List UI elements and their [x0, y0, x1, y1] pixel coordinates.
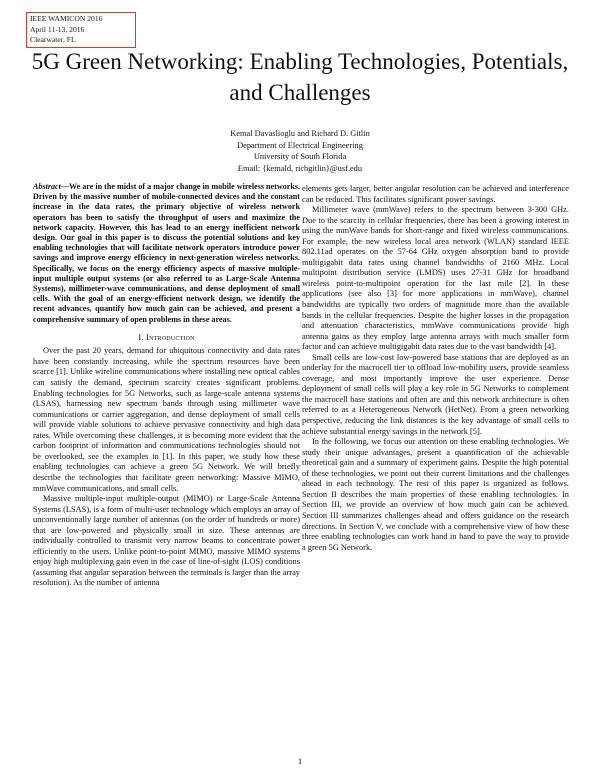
abstract — [33, 182, 300, 325]
page-number: 1 — [297, 756, 303, 766]
outline-paragraph: In the following, we focus our attention on these enabling technologies. We study their unique advantages, present a quantification of the achievable theoretical gain and a summary of experiment gains. Despite the high potential of these technologies, we point out their current limitations and the challenges ahead in each technology. The rest of this paper is organized as follows. Section II describes the main properties of these enabling technologies. In Section III, we provide an overview of how much gain can be achieved. Section III summarizes challenges ahead and offers guidance on the research directions. In Section V, we conclude with a comprehensive view of how these three enabling technologies can work hand in hand to pave the way to provide a green 5G Network. — [302, 437, 569, 552]
section-heading-introduction — [33, 332, 300, 343]
email: Email: {kemald, richgitlin}@usf.edu — [237, 163, 363, 173]
abstract-text: —We are in the midst of a major change in mobile wireless networks. Driven by the massive number of mobile-connected devices and the constant increase in the data rates, the primary objective of wireless network operators has been to satisfy the throughput of users and maximize the network capacity. However, this has lead to an energy inefficient network design. Our goal in this paper is to discuss the potential solutions and key enabling technologies that will facilitate network operators introduce power savings and improve energy efficiency in next-generation wireless networks. Specifically, we focus on the energy efficiency aspects of massive multiple-input multiple output systems (or also referred to as Large-Scale Antenna Systems), millimeter-wave communications, and dense deployment of small cells. With the goal of an energy-efficient network design, we identify the recent advances, quantify how much gain can be achieved, and present a comprehensive summary of open problems in these areas. — [33, 182, 300, 324]
author-block — [0, 128, 600, 174]
left-column — [33, 182, 300, 589]
university: University of South Florida — [253, 152, 347, 162]
intro-paragraph-2-continued: elements gets larger, better angular resolution can be achieved and interference can be reduced. This facilitates significant power savings. — [302, 184, 569, 204]
intro-paragraph-1: Over the past 20 years, demand for ubiquitous connectivity and data rates have been constantly increasing, while the spectrum resources have been scarce [1]. Unlike wireline communications where installing new optical cables can satisfy the demand, spectrum scarcity creates significant problems. Enabling technologies for 5G Networks, such as large-scale antenna systems (LSAS), harnessing new spectrum bands through using millimeter wave communications or carrier aggregation, and dense deployment of small cells will provide viable solutions to achieve pervasive connectivity and high data rates. While overcoming these challenges, it is becoming more evident that the carbon footprint of information and communications technologies should not be overlooked, see the examples in [1]. In this paper, we study how these enabling technologies can achieve a green 5G Network. We will briefly describe the technologies that facilitate green networking: Massive MIMO, mmWave communications, and small cells. — [33, 346, 300, 493]
section-name: Introduction — [146, 331, 195, 342]
conference-location: Clearwater, FL — [30, 35, 76, 44]
paper-title: 5G Green Networking: Enabling Technologies, Potentials, and Challenges — [31, 49, 569, 105]
right-column — [302, 184, 569, 553]
department: Department of Electrical Engineering — [237, 140, 363, 150]
conference-stamp — [26, 12, 136, 48]
conference-dates: April 11-13, 2016 — [30, 24, 85, 34]
intro-paragraph-2: Massive multiple-input multiple-output (MIMO) or Large-Scale Antenna Systems (LSAS), is a form of multi-user technology which employs an array of unconventionally large number of antennas (on the order of hundreds or more) that are low-powered and physically small in size. These antennas are individually controlled to transmit very narrow beams to concentrate power efficiently to the users. Unlike point-to-point MIMO, massive MIMO systems enjoy high multiplexing gain even in the case of line-of-sight (LOS) conditions (assuming that angular separation between the terminals is larger than the array resolution). As the number of antenna — [33, 494, 300, 588]
section-numeral: I. — [138, 331, 144, 342]
mmwave-paragraph: Millimeter wave (mmWave) refers to the spectrum between 3-300 GHz. Due to the scarcity in cellular frequencies, there has been a growing interest in using the mmWave bands for short-range and fixed wireless communications. For example, the new wireless local area network (WLAN) standard IEEE 802.11ad operates on the 57-64 GHz oxygen absorption band to provide multigigabit data rates using channel bandwidths of 2160 MHz. Local multipoint distribution service (LMDS) uses 27-31 GHz for broadband wireless point-to-multipoint operation for the last mile [2]. In these applications (see also [3] for more applications in mmWave), channel bandwidths are typically two orders of magnitude more than the available bands in the cellular frequencies. Despite the higher losses in the propagation and attenuation characteristics, mmWave communications provide high antenna gains as they employ large antenna arrays with much smaller form factor and can achieve multigigabit data rates due to the vast bandwidth [4]. — [302, 205, 569, 352]
conference-name: IEEE WAMICON 2016 — [30, 14, 103, 23]
abstract-label: Abstract — [33, 182, 61, 191]
authors: Kemal Davaslioglu and Richard D. Gitlin — [230, 129, 370, 138]
small-cells-paragraph: Small cells are low-cost low-powered base stations that are deployed as an underlay for the macrocell tier to offload low-mobility users, provide seamless coverage, and most importantly improve the user experience. Dense deployment of small cells will play a key role in 5G Networks to complement the macrocell base stations and often are and this network architecture is often referred to as a Heterogeneous Network (HetNet). From a green networking perspective, reducing the link distances is the key advantage of small cells to achieve substantial energy savings in the network [5]. — [302, 352, 569, 436]
